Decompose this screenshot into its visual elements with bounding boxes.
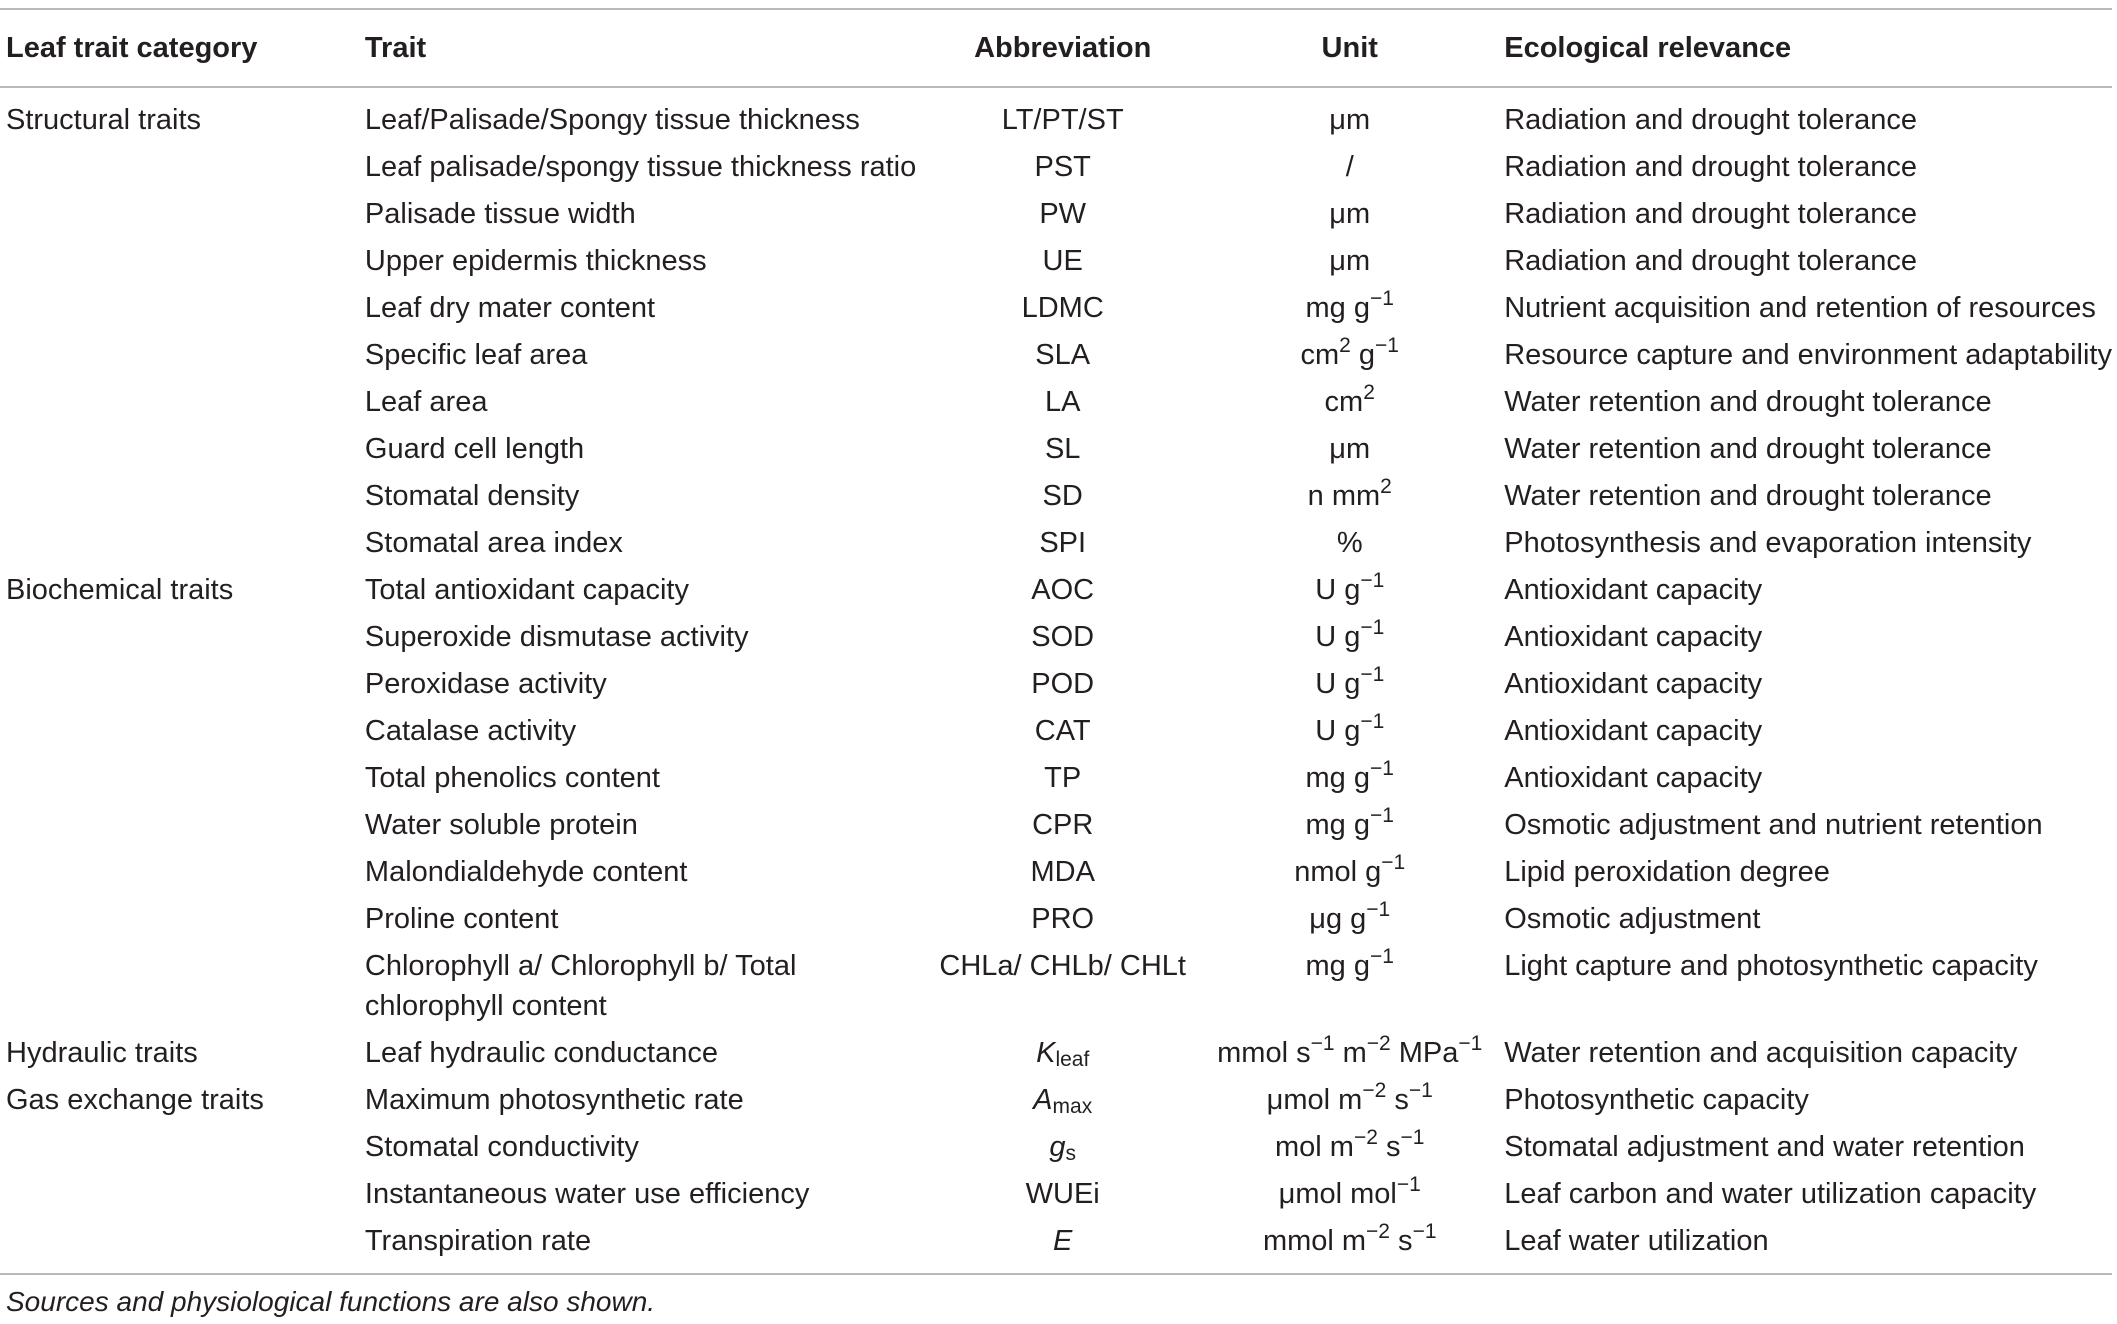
- unit-text: U g: [1315, 574, 1361, 606]
- unit-text: %: [1336, 527, 1363, 559]
- abbreviation-text: SLA: [1035, 339, 1091, 371]
- abbreviation-cell: [924, 426, 1201, 473]
- trait-cell: Leaf hydraulic conductance: [364, 1037, 718, 1069]
- unit-cell: [1201, 520, 1498, 567]
- unit-cell: [1201, 473, 1498, 520]
- category-cell: [0, 520, 359, 567]
- table-row: [0, 1171, 2112, 1218]
- unit-superscript: −1: [1408, 1079, 1433, 1102]
- category-cell: [0, 1124, 359, 1171]
- relevance-cell: Antioxidant capacity: [1504, 574, 1763, 606]
- unit-superscript: −1: [1375, 334, 1399, 357]
- abbreviation-text: UE: [1042, 245, 1083, 277]
- unit-text: cm: [1300, 339, 1340, 371]
- category-cell: [0, 473, 359, 520]
- unit-cell: [1201, 1124, 1498, 1171]
- table-row: [0, 661, 2112, 708]
- abbreviation-cell: [924, 1124, 1201, 1171]
- abbreviation-text: g: [1049, 1131, 1066, 1163]
- unit-text: mg g: [1305, 809, 1370, 841]
- relevance-cell: Photosynthetic capacity: [1504, 1084, 1809, 1116]
- relevance-cell: Water retention and drought tolerance: [1504, 480, 1992, 512]
- table-row: [0, 379, 2112, 426]
- abbreviation-text: MDA: [1030, 856, 1095, 888]
- table-row: [0, 285, 2112, 332]
- abbreviation-cell: [924, 332, 1201, 379]
- abbreviation-cell: [924, 1171, 1201, 1218]
- trait-cell: Leaf/Palisade/Spongy tissue thickness: [364, 104, 860, 136]
- abbreviation-subscript: leaf: [1055, 1048, 1090, 1071]
- unit-text: mmol s: [1217, 1037, 1311, 1069]
- table-row: [0, 755, 2112, 802]
- unit-text: nmol g: [1294, 856, 1382, 888]
- unit-text: mg g: [1305, 950, 1370, 982]
- category-cell: Biochemical traits: [6, 574, 234, 606]
- table-row: [0, 191, 2112, 238]
- trait-cell: Palisade tissue width: [364, 198, 636, 230]
- abbreviation-cell: [924, 943, 1201, 1030]
- trait-cell: Malondialdehyde content: [364, 856, 688, 888]
- trait-cell: Leaf palisade/spongy tissue thickness ratio: [364, 151, 917, 183]
- trait-cell: Proline content: [364, 903, 559, 935]
- category-cell: [0, 896, 359, 943]
- header-relevance: Ecological relevance: [1498, 9, 2112, 87]
- unit-cell: [1201, 802, 1498, 849]
- abbreviation-text: LDMC: [1021, 292, 1104, 324]
- category-cell: Structural traits: [6, 104, 201, 136]
- unit-superscript: −2: [1366, 1220, 1390, 1243]
- unit-text: n mm: [1307, 480, 1381, 512]
- table-header-row: [0, 9, 2112, 87]
- abbreviation-text: CPR: [1032, 809, 1094, 841]
- header-unit: Unit: [1201, 9, 1498, 87]
- unit-superscript: −2: [1366, 1032, 1391, 1055]
- table-row: [0, 426, 2112, 473]
- category-cell: [0, 426, 359, 473]
- abbreviation-cell: [924, 802, 1201, 849]
- unit-text: mmol m: [1262, 1225, 1367, 1257]
- unit-text: s: [1386, 1084, 1409, 1116]
- abbreviation-cell: [924, 379, 1201, 426]
- unit-text: cm: [1324, 386, 1364, 418]
- abbreviation-cell: [924, 614, 1201, 661]
- relevance-cell: Water retention and drought tolerance: [1504, 433, 1992, 465]
- relevance-cell: Photosynthesis and evaporation intensity: [1504, 527, 2032, 559]
- unit-superscript: 2: [1363, 381, 1375, 404]
- category-cell: [0, 849, 359, 896]
- table-row: [0, 567, 2112, 614]
- relevance-cell: Radiation and drought tolerance: [1504, 104, 1917, 136]
- table-row: [0, 614, 2112, 661]
- table-row: [0, 520, 2112, 567]
- unit-superscript: −2: [1362, 1079, 1387, 1102]
- abbreviation-cell: [924, 1218, 1201, 1274]
- abbreviation-cell: [924, 1077, 1201, 1124]
- table-row: [0, 1218, 2112, 1274]
- category-cell: [0, 755, 359, 802]
- abbreviation-cell: [924, 708, 1201, 755]
- abbreviation-text: LA: [1044, 386, 1081, 418]
- table-row: [0, 708, 2112, 755]
- trait-cell: Guard cell length: [364, 433, 585, 465]
- abbreviation-cell: [924, 1030, 1201, 1077]
- unit-superscript: −1: [1360, 663, 1385, 686]
- unit-cell: [1201, 614, 1498, 661]
- unit-cell: [1201, 332, 1498, 379]
- category-cell: [0, 144, 359, 191]
- trait-cell: Transpiration rate: [359, 1218, 924, 1274]
- unit-text: U g: [1315, 715, 1361, 747]
- relevance-cell: Antioxidant capacity: [1504, 621, 1763, 653]
- table-row: [0, 802, 2112, 849]
- unit-superscript: 2: [1339, 334, 1351, 357]
- abbreviation-cell: [924, 661, 1201, 708]
- unit-superscript: −1: [1360, 710, 1385, 733]
- unit-text: U g: [1315, 668, 1361, 700]
- unit-text: μm: [1329, 198, 1371, 230]
- abbreviation-text: PW: [1039, 198, 1087, 230]
- unit-cell: [1201, 849, 1498, 896]
- unit-text: mol m: [1275, 1131, 1354, 1163]
- category-cell: [0, 379, 359, 426]
- trait-cell: Chlorophyll a/ Chlorophyll b/ Total chlorophyll content: [364, 950, 797, 1022]
- relevance-cell: Water retention and acquisition capacity: [1504, 1037, 2018, 1069]
- relevance-cell: Antioxidant capacity: [1504, 715, 1763, 747]
- trait-cell: Catalase activity: [364, 715, 577, 747]
- relevance-cell: Radiation and drought tolerance: [1504, 198, 1917, 230]
- table-row: [0, 238, 2112, 285]
- unit-superscript: −1: [1360, 569, 1385, 592]
- unit-text: μm: [1329, 104, 1371, 136]
- abbreviation-cell: [924, 144, 1201, 191]
- table-row: [0, 473, 2112, 520]
- unit-superscript: −1: [1370, 757, 1394, 780]
- unit-text: μmol mol: [1278, 1178, 1397, 1210]
- unit-cell: [1201, 1030, 1498, 1077]
- category-cell: [0, 708, 359, 755]
- trait-cell: Specific leaf area: [364, 339, 588, 371]
- unit-cell: [1201, 379, 1498, 426]
- abbreviation-text: CHLa/ CHLb/ CHLt: [939, 950, 1186, 982]
- unit-superscript: −1: [1310, 1032, 1335, 1055]
- category-cell: [0, 943, 359, 1030]
- abbreviation-text: PST: [1034, 151, 1091, 183]
- relevance-cell: Radiation and drought tolerance: [1504, 245, 1917, 277]
- abbreviation-subscript: max: [1052, 1095, 1093, 1118]
- unit-cell: [1201, 1171, 1498, 1218]
- unit-cell: [1201, 426, 1498, 473]
- unit-superscript: −1: [1400, 1126, 1425, 1149]
- relevance-cell: Antioxidant capacity: [1504, 668, 1763, 700]
- abbreviation-text: SD: [1042, 480, 1083, 512]
- unit-cell: [1201, 1077, 1498, 1124]
- relevance-cell: Light capture and photosynthetic capacity: [1504, 950, 2038, 982]
- trait-cell: Total phenolics content: [364, 762, 660, 794]
- category-cell: [0, 802, 359, 849]
- abbreviation-cell: [924, 849, 1201, 896]
- relevance-cell: Radiation and drought tolerance: [1504, 151, 1917, 183]
- unit-superscript: −1: [1370, 945, 1394, 968]
- relevance-cell: Lipid peroxidation degree: [1504, 856, 1830, 888]
- unit-text: μm: [1329, 433, 1371, 465]
- unit-cell: [1201, 755, 1498, 802]
- unit-superscript: −1: [1412, 1220, 1437, 1243]
- table-body: [0, 87, 2112, 1274]
- abbreviation-text: AOC: [1031, 574, 1095, 606]
- abbreviation-text: PRO: [1031, 903, 1095, 935]
- unit-cell: [1201, 943, 1498, 1030]
- abbreviation-subscript: s: [1065, 1142, 1077, 1165]
- relevance-cell: Antioxidant capacity: [1504, 762, 1763, 794]
- trait-cell: Stomatal conductivity: [364, 1131, 639, 1163]
- unit-text: s: [1377, 1131, 1401, 1163]
- unit-text: MPa: [1390, 1037, 1459, 1069]
- unit-superscript: −1: [1370, 804, 1394, 827]
- category-cell: [0, 661, 359, 708]
- table-footnote: Sources and physiological functions are also shown.: [6, 1286, 656, 1317]
- abbreviation-cell: [924, 567, 1201, 614]
- unit-text: s: [1390, 1225, 1413, 1257]
- unit-cell: [1201, 1218, 1498, 1274]
- relevance-cell: Leaf water utilization: [1498, 1218, 2112, 1274]
- abbreviation-cell: [924, 520, 1201, 567]
- table-row: [0, 849, 2112, 896]
- header-trait: Trait: [359, 9, 924, 87]
- table-row: [0, 144, 2112, 191]
- table-row: [0, 1077, 2112, 1124]
- unit-superscript: −2: [1353, 1126, 1378, 1149]
- abbreviation-text: SPI: [1039, 527, 1087, 559]
- unit-superscript: −1: [1366, 898, 1391, 921]
- table-row: [0, 332, 2112, 379]
- relevance-cell: Water retention and drought tolerance: [1504, 386, 1992, 418]
- abbreviation-text: POD: [1031, 668, 1095, 700]
- unit-cell: [1201, 238, 1498, 285]
- table-row: [0, 896, 2112, 943]
- relevance-cell: Resource capture and environment adaptability: [1504, 339, 2112, 371]
- trait-cell: Stomatal area index: [364, 527, 623, 559]
- category-cell: [0, 1218, 359, 1274]
- trait-cell: Upper epidermis thickness: [364, 245, 707, 277]
- category-cell: [0, 285, 359, 332]
- unit-text: μm: [1329, 245, 1371, 277]
- abbreviation-cell: [924, 285, 1201, 332]
- category-cell: [0, 614, 359, 661]
- relevance-cell: Nutrient acquisition and retention of resources: [1504, 292, 2096, 324]
- trait-cell: Peroxidase activity: [364, 668, 607, 700]
- unit-superscript: 2: [1380, 475, 1392, 498]
- relevance-cell: Leaf carbon and water utilization capacity: [1504, 1178, 2037, 1210]
- trait-cell: Total antioxidant capacity: [364, 574, 689, 606]
- unit-text: g: [1350, 339, 1376, 371]
- unit-text: mg g: [1305, 292, 1370, 324]
- trait-cell: Stomatal density: [364, 480, 580, 512]
- unit-text: μg g: [1309, 903, 1367, 935]
- unit-cell: [1201, 87, 1498, 144]
- abbreviation-text: LT/PT/ST: [1001, 104, 1124, 136]
- trait-cell: Superoxide dismutase activity: [364, 621, 749, 653]
- unit-superscript: −1: [1370, 287, 1394, 310]
- unit-cell: [1201, 567, 1498, 614]
- trait-cell: Water soluble protein: [364, 809, 638, 841]
- abbreviation-text: K: [1036, 1037, 1056, 1069]
- unit-cell: [1201, 285, 1498, 332]
- abbreviation-text: SOD: [1031, 621, 1095, 653]
- trait-cell: Leaf area: [364, 386, 488, 418]
- unit-text: /: [1345, 151, 1354, 183]
- unit-superscript: −1: [1458, 1032, 1483, 1055]
- abbreviation-cell: [924, 238, 1201, 285]
- unit-cell: [1201, 144, 1498, 191]
- abbreviation-text: CAT: [1034, 715, 1091, 747]
- trait-cell: Instantaneous water use efficiency: [364, 1178, 810, 1210]
- relevance-cell: Stomatal adjustment and water retention: [1504, 1131, 2025, 1163]
- table-row: [0, 943, 2112, 1030]
- category-cell: [0, 332, 359, 379]
- category-cell: [0, 1171, 359, 1218]
- abbreviation-cell: [924, 473, 1201, 520]
- leaf-traits-table: [0, 8, 2112, 1275]
- unit-cell: [1201, 708, 1498, 755]
- trait-cell: Maximum photosynthetic rate: [364, 1084, 744, 1116]
- abbreviation-text: E: [1053, 1225, 1073, 1257]
- abbreviation-cell: [924, 896, 1201, 943]
- relevance-cell: Osmotic adjustment: [1504, 903, 1761, 935]
- category-cell: [0, 238, 359, 285]
- abbreviation-text: TP: [1044, 762, 1082, 794]
- unit-text: mg g: [1305, 762, 1370, 794]
- header-category: Leaf trait category: [0, 9, 359, 87]
- unit-superscript: −1: [1381, 851, 1406, 874]
- category-cell: Gas exchange traits: [6, 1084, 264, 1116]
- unit-cell: [1201, 661, 1498, 708]
- table-row: [0, 1124, 2112, 1171]
- abbreviation-text: SL: [1044, 433, 1081, 465]
- abbreviation-cell: [924, 87, 1201, 144]
- category-cell: Hydraulic traits: [6, 1037, 198, 1069]
- unit-text: m: [1334, 1037, 1367, 1069]
- abbreviation-cell: [924, 755, 1201, 802]
- abbreviation-text: A: [1033, 1084, 1053, 1116]
- abbreviation-cell: [924, 191, 1201, 238]
- category-cell: [0, 191, 359, 238]
- unit-text: U g: [1315, 621, 1361, 653]
- table-row: [0, 1030, 2112, 1077]
- table-row: [0, 87, 2112, 144]
- unit-superscript: −1: [1360, 616, 1385, 639]
- unit-superscript: −1: [1396, 1173, 1421, 1196]
- unit-cell: [1201, 896, 1498, 943]
- relevance-cell: Osmotic adjustment and nutrient retention: [1504, 809, 2043, 841]
- header-abbreviation: Abbreviation: [924, 9, 1201, 87]
- trait-cell: Leaf dry mater content: [364, 292, 656, 324]
- unit-text: μmol m: [1266, 1084, 1363, 1116]
- unit-cell: [1201, 191, 1498, 238]
- abbreviation-text: WUEi: [1025, 1178, 1100, 1210]
